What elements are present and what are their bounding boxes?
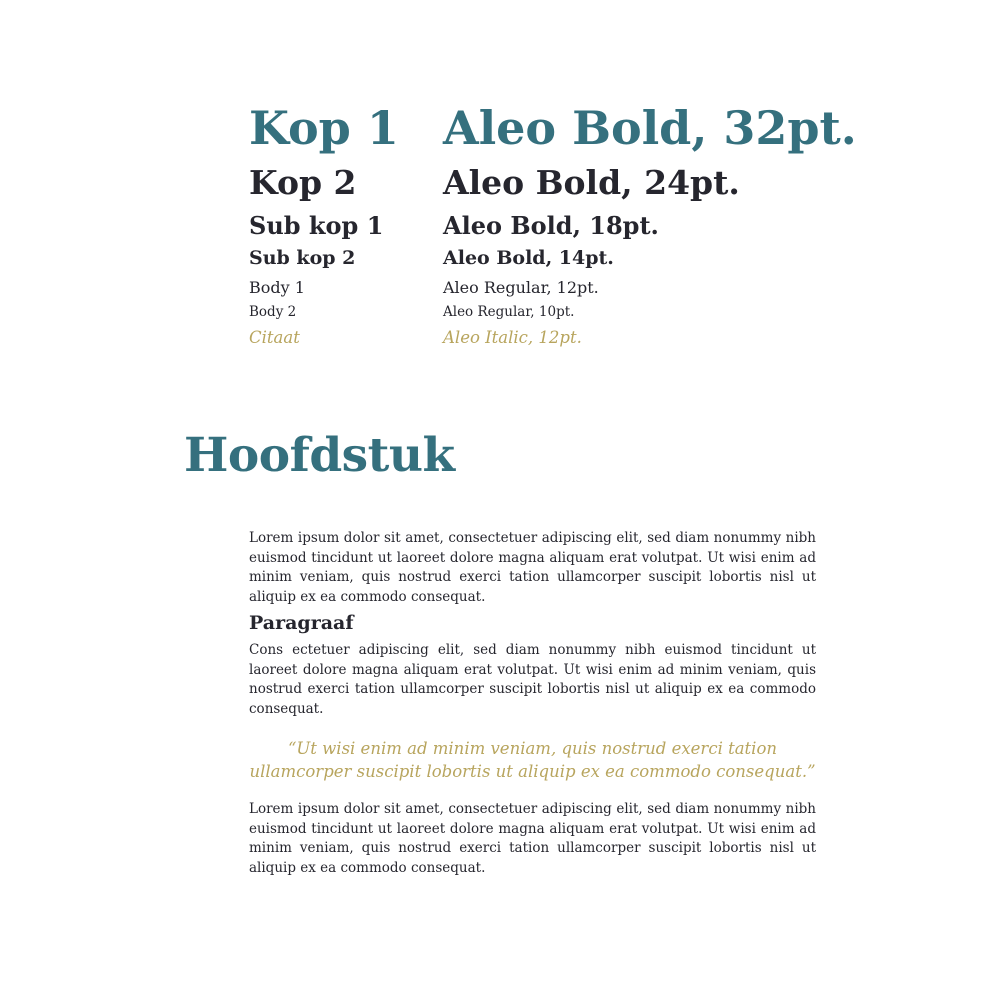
spec-label-citaat: Citaat xyxy=(249,328,300,347)
chapter-heading: Hoofdstuk xyxy=(184,428,455,483)
spec-value-kop-2: Aleo Bold, 24pt. xyxy=(443,163,740,202)
spec-value-body-2: Aleo Regular, 10pt. xyxy=(443,304,575,320)
spec-value-sub-kop-2: Aleo Bold, 14pt. xyxy=(443,247,614,269)
spec-label-body-2: Body 2 xyxy=(249,304,297,320)
spec-value-sub-kop-1: Aleo Bold, 18pt. xyxy=(443,211,659,240)
intro-paragraph: Lorem ipsum dolor sit amet, consectetuer adipiscing elit, sed diam nonummy nibh euismod tincidunt ut laoreet dolore magna aliquam erat volutpat. Ut wisi enim ad minim veniam, quis nostrud exerci tation ullamcorper suscipit lobortis nisl ut aliquip ex ea commodo consequat. xyxy=(249,530,816,605)
pull-quote: “Ut wisi enim ad minim veniam, quis nostrud exerci tation ullamcorper suscipit lobortis ut aliquip ex ea commodo consequat.” xyxy=(249,739,816,781)
spec-label-kop-2: Kop 2 xyxy=(249,163,357,202)
spec-label-body-1: Body 1 xyxy=(249,278,305,297)
spec-label-sub-kop-2: Sub kop 2 xyxy=(249,247,356,269)
spec-value-citaat: Aleo Italic, 12pt. xyxy=(443,328,582,347)
closing-paragraph: Lorem ipsum dolor sit amet, consectetuer adipiscing elit, sed diam nonummy nibh euismod tincidunt ut laoreet dolore magna aliquam erat volutpat. Ut wisi enim ad minim veniam, quis nostrud exerci tation ullamcorper suscipit lobortis nisl ut aliquip ex ea commodo consequat. xyxy=(249,801,816,876)
paragraph-heading: Paragraaf xyxy=(249,612,354,634)
spec-value-body-1: Aleo Regular, 12pt. xyxy=(443,278,599,297)
spec-value-kop-1: Aleo Bold, 32pt. xyxy=(443,101,857,155)
spec-label-sub-kop-1: Sub kop 1 xyxy=(249,211,384,240)
paragraph-body: Cons ectetuer adipiscing elit, sed diam nonummy nibh euismod tincidunt ut laoreet dolore magna aliquam erat volutpat. Ut wisi enim ad minim veniam, quis nostrud exerci tation ullamcorper suscipit lobortis nisl ut aliquip ex ea commodo consequat. xyxy=(249,642,816,717)
spec-label-kop-1: Kop 1 xyxy=(249,101,399,155)
